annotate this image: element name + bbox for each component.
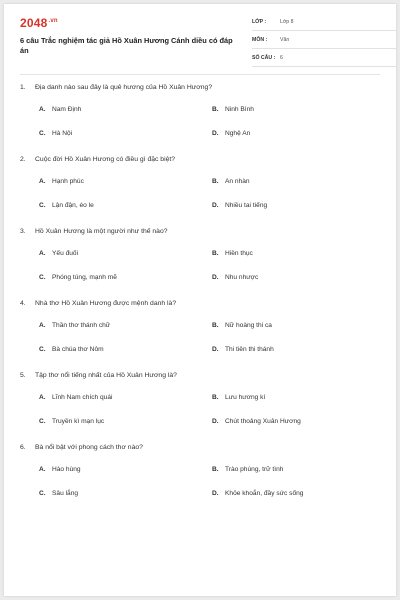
option-text: Nghệ An bbox=[225, 130, 251, 137]
option-b[interactable] bbox=[212, 394, 265, 401]
option-b[interactable] bbox=[212, 178, 250, 185]
question-list bbox=[20, 84, 380, 516]
document-header bbox=[20, 16, 384, 68]
meta-row-class bbox=[252, 16, 396, 31]
option-a[interactable] bbox=[39, 250, 78, 257]
question-text bbox=[20, 156, 175, 163]
option-text: Bà chúa thơ Nôm bbox=[52, 346, 104, 353]
option-text: Nữ hoàng thi ca bbox=[225, 322, 272, 329]
question-prompt: Bà nổi bật với phong cách thơ nào? bbox=[35, 444, 143, 451]
option-a[interactable] bbox=[39, 178, 84, 185]
option-d[interactable] bbox=[212, 490, 303, 497]
meta-label: LỚP : bbox=[252, 19, 267, 25]
meta-row-subject bbox=[252, 34, 396, 49]
question-prompt: Hồ Xuân Hương là một người như thế nào? bbox=[35, 228, 168, 235]
option-a[interactable] bbox=[39, 322, 110, 329]
option-d[interactable] bbox=[212, 274, 258, 281]
option-b[interactable] bbox=[212, 250, 253, 257]
document-title: 6 câu Trắc nghiệm tác giả Hồ Xuân Hương Cánh diều có đáp án bbox=[20, 36, 233, 55]
option-text: Lĩnh Nam chích quái bbox=[52, 394, 113, 401]
option-text: Trào phúng, trữ tình bbox=[225, 466, 284, 473]
option-text: Sâu lắng bbox=[52, 490, 79, 497]
option-letter: C. bbox=[39, 274, 46, 281]
option-text: Nhiều tai tiếng bbox=[225, 202, 268, 209]
question-number: 2. bbox=[20, 156, 26, 163]
option-c[interactable] bbox=[39, 130, 72, 137]
option-letter: D. bbox=[212, 202, 219, 209]
option-text: Chút thoảng Xuân Hương bbox=[225, 418, 301, 425]
option-letter: A. bbox=[39, 322, 46, 329]
option-b[interactable] bbox=[212, 106, 254, 113]
question-prompt: Tập thơ nổi tiếng nhất của Hồ Xuân Hương là? bbox=[35, 372, 177, 379]
option-text: Thi tiên thi thánh bbox=[225, 346, 274, 353]
option-text: Lưu hương kí bbox=[225, 394, 266, 401]
question-prompt: Cuộc đời Hồ Xuân Hương có điều gì đặc biệt? bbox=[35, 156, 176, 163]
option-letter: B. bbox=[212, 178, 219, 185]
option-letter: B. bbox=[212, 466, 219, 473]
option-a[interactable] bbox=[39, 466, 81, 473]
question-4 bbox=[20, 300, 380, 372]
option-letter: C. bbox=[39, 490, 46, 497]
question-text bbox=[20, 228, 168, 235]
header-divider bbox=[20, 74, 380, 75]
option-a[interactable] bbox=[39, 394, 112, 401]
option-letter: C. bbox=[39, 346, 46, 353]
option-letter: A. bbox=[39, 250, 46, 257]
question-number: 5. bbox=[20, 372, 26, 379]
option-c[interactable] bbox=[39, 418, 104, 425]
question-number: 3. bbox=[20, 228, 26, 235]
meta-value: Văn bbox=[280, 37, 290, 43]
option-letter: B. bbox=[212, 394, 219, 401]
option-letter: D. bbox=[212, 418, 219, 425]
question-text bbox=[20, 84, 212, 91]
option-letter: C. bbox=[39, 418, 46, 425]
option-d[interactable] bbox=[212, 130, 250, 137]
option-text: Hà Nội bbox=[52, 130, 73, 137]
option-letter: C. bbox=[39, 130, 46, 137]
question-number: 4. bbox=[20, 300, 26, 307]
option-text: Hạnh phúc bbox=[52, 178, 84, 185]
option-c[interactable] bbox=[39, 274, 117, 281]
option-letter: A. bbox=[39, 466, 46, 473]
option-letter: A. bbox=[39, 394, 46, 401]
option-c[interactable] bbox=[39, 346, 104, 353]
option-b[interactable] bbox=[212, 322, 272, 329]
logo-suffix: .vn bbox=[48, 18, 58, 24]
option-d[interactable] bbox=[212, 202, 267, 209]
option-b[interactable] bbox=[212, 466, 283, 473]
option-text: Nam Định bbox=[52, 106, 82, 113]
option-c[interactable] bbox=[39, 490, 78, 497]
option-text: An nhàn bbox=[225, 178, 250, 185]
option-letter: C. bbox=[39, 202, 46, 209]
option-letter: A. bbox=[39, 106, 46, 113]
option-letter: B. bbox=[212, 106, 219, 113]
option-text: Lận đận, éo le bbox=[52, 202, 94, 209]
option-letter: B. bbox=[212, 250, 219, 257]
question-5 bbox=[20, 372, 380, 444]
document-page bbox=[4, 4, 396, 596]
site-logo[interactable] bbox=[20, 16, 58, 30]
meta-label: MÔN : bbox=[252, 37, 268, 43]
option-d[interactable] bbox=[212, 418, 301, 425]
option-text: Yếu đuối bbox=[52, 250, 79, 257]
question-3 bbox=[20, 228, 380, 300]
question-prompt: Nhà thơ Hồ Xuân Hương được mệnh danh là? bbox=[35, 300, 177, 307]
option-letter: B. bbox=[212, 322, 219, 329]
option-a[interactable] bbox=[39, 106, 81, 113]
meta-row-count bbox=[252, 52, 396, 67]
option-text: Ninh Bình bbox=[225, 106, 254, 113]
option-text: Hiền thục bbox=[225, 250, 253, 257]
option-letter: D. bbox=[212, 130, 219, 137]
question-number: 1. bbox=[20, 84, 26, 91]
question-text bbox=[20, 444, 143, 451]
option-text: Hào hùng bbox=[52, 466, 81, 473]
option-d[interactable] bbox=[212, 346, 274, 353]
option-letter: A. bbox=[39, 178, 46, 185]
logo-text: 2048 bbox=[20, 16, 48, 30]
meta-label: SỐ CÂU : bbox=[252, 55, 276, 61]
option-text: Thần thơ thánh chữ bbox=[52, 322, 111, 329]
question-number: 6. bbox=[20, 444, 26, 451]
meta-value: Lớp 8 bbox=[280, 19, 294, 25]
option-text: Truyền kì mạn lục bbox=[52, 418, 105, 425]
option-letter: D. bbox=[212, 346, 219, 353]
option-text: Khỏe khoắn, đầy sức sống bbox=[225, 490, 304, 497]
option-text: Phóng túng, mạnh mẽ bbox=[52, 274, 117, 281]
question-6 bbox=[20, 444, 380, 516]
meta-info bbox=[252, 16, 396, 70]
question-text bbox=[20, 300, 176, 307]
option-c[interactable] bbox=[39, 202, 94, 209]
question-prompt: Địa danh nào sau đây là quê hương của Hồ Xuân Hương? bbox=[35, 84, 213, 91]
meta-value: 6 bbox=[280, 55, 283, 61]
option-letter: D. bbox=[212, 274, 219, 281]
option-letter: D. bbox=[212, 490, 219, 497]
option-text: Nhu nhược bbox=[225, 274, 259, 281]
question-1 bbox=[20, 84, 380, 156]
question-text bbox=[20, 372, 177, 379]
question-2 bbox=[20, 156, 380, 228]
